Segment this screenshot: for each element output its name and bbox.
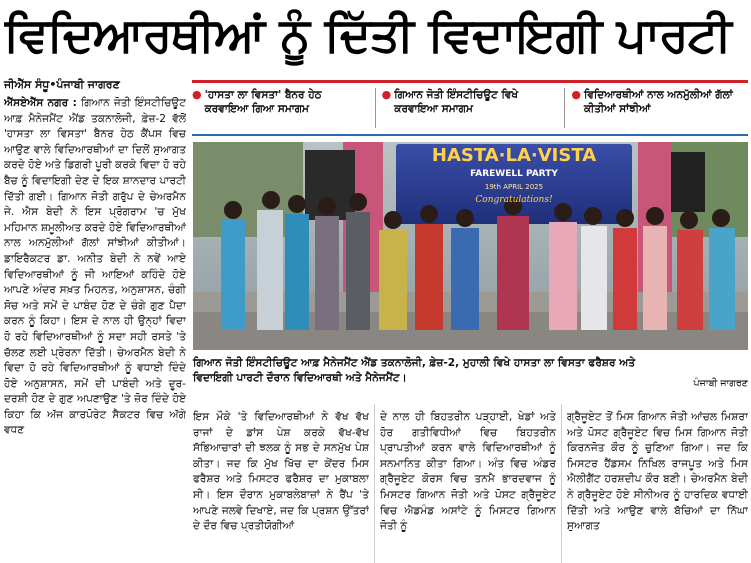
photo-credit: ਪੰਜਾਬੀ ਜਾਗਰਣ <box>693 378 748 389</box>
highlight-top-rule <box>192 80 748 83</box>
highlight-bottom-rule <box>192 134 748 136</box>
body-column-3: ਗ੍ਰੈਜੂਏਟ ਤੋਂ ਮਿਸ ਗਿਆਨ ਜੋਤੀ ਆਂਚਲ ਮਿਸ਼ਰਾ ਅਤੇ ਪੋਸਟ ਗ੍ਰੈਜੂਏਟ ਵਿਚ ਮਿਸ ਗਿਆਨ ਜੋਤੀ ਕਿਰਨਜੋਤ ਕੌਰ ਨੂੰ ਚੁਣਿਆ ਗਿਆ। ਜਦ ਕਿ ਮਿਸਟਰ ਹੈਂਡਸਮ ਨਿਖਿਲ ਰਾਜਪੂਤ ਅਤੇ ਮਿਸ ਐਲੀਗੈਂਟ ਹਰਸ਼ਦੀਪ ਕੌਰ ਬਣੀ। ਚੇਅਰਮੈਨ ਬੇਦੀ ਨੇ ਗ੍ਰੈਜੂਏਟ ਹੋਏ ਸੀਨੀਅਰ ਨੂੰ ਹਾਰਦਿਕ ਵਧਾਈ ਦਿੱਤੀ ਅਤੇ ਆਉਣ ਵਾਲੇ ਬੱਚਿਆਂ ਦਾ ਨਿੱਘਾ ਸੁਆਗਤ <box>567 411 748 533</box>
photo-caption: ਗਿਆਨ ਜੋਤੀ ਇੰਸਟੀਚਿਊਟ ਆਫ਼ ਮੈਨੇਜਮੈਂਟ ਐਂਡ ਤਕਨਾਲੋਜੀ, ਫ਼ੇਜ਼-2, ਮੁਹਾਲੀ ਵਿਖੇ ਹਾਸਤਾ ਲਾ ਵਿਸਤਾ ਫਰੈਸ਼ਰ ਅਤੇ ਵਿਦਾਇਗੀ ਪਾਰਟੀ ਦੌਰਾਨ ਵਿਦਿਆਰਥੀ ਅਤੇ ਮੈਨੇਜਮੈਂਟ। <box>193 357 636 384</box>
body-column-2: ਦੇ ਨਾਲ ਹੀ ਬਿਹਤਰੀਨ ਪੜ੍ਹਾਈ, ਖੇਡਾਂ ਅਤੇ ਹੋਰ ਗਤੀਵਿਧੀਆਂ ਵਿਚ ਬਿਹਤਰੀਨ ਪ੍ਰਾਪਤੀਆਂ ਕਰਨ ਵਾਲੇ ਵਿਦਿਆਰਥੀਆਂ ਨੂੰ ਸਨਮਾਨਿਤ ਕੀਤਾ ਗਿਆ। ਅੰਤ ਵਿਚ ਅੰਡਰ ਗ੍ਰੈਜੂਏਟ ਕੋਰਸ ਵਿਚ ਤਨਮੈ ਭਾਰਦਵਾਜ ਨੂੰ ਮਿਸਟਰ ਗਿਆਨ ਜੋਤੀ ਅਤੇ ਪੋਸਟ ਗ੍ਰੈਜੂਏਟ ਵਿਚ ਐਡਮੰਡ ਅਸਾਂਟੇ ਨੂੰ ਮਿਸਟਰ ਗਿਆਨ ਜੋਤੀ ਨੂੰ <box>380 411 556 533</box>
highlights-box <box>192 88 748 128</box>
divider <box>375 88 376 128</box>
highlight-item <box>192 88 369 128</box>
headline: ਵਿਦਿਆਰਥੀਆਂ ਨੂੰ ਦਿੱਤੀ ਵਿਦਾਇਗੀ ਪਾਰਟੀ <box>4 8 731 63</box>
banner-note: Congratulations! <box>475 195 553 205</box>
banner-title: HASTA·LA·VISTA <box>431 145 597 166</box>
bullet-icon: ● <box>381 88 392 101</box>
lead-text: ਗਿਆਨ ਜੋਤੀ ਇੰਸਟੀਚਿਊਟ ਆਫ਼ ਮੈਨੇਜਮੈਂਟ ਐਂਡ ਤਕਨਾਲੋਜੀ, ਫ਼ੇਜ਼-2 ਵੱਲੋਂ 'ਹਾਸਤਾ ਲਾ ਵਿਸਤਾ' ਬੈਨਰ ਹੇਠ ਕੈਂਪਸ ਵਿਚ ਆਉਣ ਵਾਲੇ ਵਿਦਿਆਰਥੀਆਂ ਦਾ ਦਿਲੋਂ ਸੁਆਗਤ ਕਰਦੇ ਹੋਏ ਅਤੇ ਡਿਗਰੀ ਪੂਰੀ ਕਰਕੇ ਵਿਦਾ ਹੋ ਰਹੇ ਬੈਚ ਨੂੰ ਵਿਦਾਇਗੀ ਦੇਣ ਦੇ ਇਕ ਸ਼ਾਨਦਾਰ ਪਾਰਟੀ ਦਿੱਤੀ ਗਈ। ਗਿਆਨ ਜੋਤੀ ਗਰੁੱਪ ਦੇ ਚੇਅਰਮੈਨ ਜੇ. ਐਸ ਬੇਦੀ ਨੇ ਇਸ ਪ੍ਰੋਗਰਾਮ 'ਚ ਮੁੱਖ ਮਹਿਮਾਨ ਸ਼ਮੂਲੀਅਤ ਕਰਦੇ ਹੋਏ ਵਿਦਿਆਰਥੀਆਂ ਨਾਲ ਅਨਮੁੱਲੀਆਂ ਗੱਲਾਂ ਸਾਂਝੀਆਂ ਕੀਤੀਆਂ। ਡਾਇਰੈਕਟਰ ਡਾ. ਅਨੀਤ ਬੇਦੀ ਨੇ ਨਵੇਂ ਆਏ ਵਿਦਿਆਰਥੀਆਂ ਨੂੰ ਜੀ ਆਇਆਂ ਕਹਿੰਦੇ ਹੋਏ ਆਪਣੇ ਅੰਦਰ ਸਖ਼ਤ ਮਿਹਨਤ, ਅਨੁਸ਼ਾਸਨ, ਚੰਗੀ ਸੋਚ ਅਤੇ ਸਮੇਂ ਦੇ ਪਾਬੰਦ ਹੋਣ ਦੇ ਚੰਗੇ ਗੁਣ ਪੈਦਾ ਕਰਨ ਨੂੰ ਕਿਹਾ। ਇਸ ਦੇ ਨਾਲ ਹੀ ਉਨ੍ਹਾਂ ਵਿਦਾ ਹੋ ਰਹੇ ਵਿਦਿਆਰਥੀਆਂ ਨੂੰ ਸਦਾ ਸਹੀ ਰਸਤੇ 'ਤੇ ਚੱਲਣ ਲਈ ਪ੍ਰੇਰਨਾ ਦਿੱਤੀ। ਚੇਅਰਮੈਨ ਬੇਦੀ ਨੇ ਵਿਦਾ ਹੋ ਰਹੇ ਵਿਦਿਆਰਥੀਆਂ ਨੂੰ ਵਧਾਈ ਦਿੰਦੇ ਹੋਏ ਅਨੁਸ਼ਾਸਨ, ਸਮੇਂ ਦੀ ਪਾਬੰਦੀ ਅਤੇ ਦੂਰ-ਦਰਸ਼ੀ ਹੋਣ ਦੇ ਗੁਣ ਅਪਣਾਉਣ 'ਤੇ ਜ਼ੋਰ ਦਿੰਦੇ ਹੋਏ ਕਿਹਾ ਕਿ ਅੱਜ ਕਾਰਪੋਰੇਟ ਸੈਕਟਰ ਵਿਚ ਅੱਗੇ ਵਧਣ <box>4 97 186 437</box>
divider <box>564 88 565 128</box>
banner-date: 19th APRIL 2025 <box>484 183 544 191</box>
highlight-item <box>571 88 748 128</box>
byline: ਜੀਐੱਸ ਸੰਧੂ•ਪੰਜਾਬੀ ਜਾਗਰਣ <box>4 78 120 91</box>
dateline: ਐੱਸਏਐੱਸ ਨਗਰ : <box>4 97 77 109</box>
bullet-icon: ● <box>571 88 581 101</box>
highlight-text: 'ਹਾਸਤਾ ਲਾ ਵਿਸਤਾ' ਬੈਨਰ ਹੇਠ ਕਰਵਾਇਆ ਗਿਆ ਸਮਾਗਮ <box>204 89 322 115</box>
highlight-item <box>382 88 559 128</box>
lead-column <box>4 96 186 563</box>
column-divider <box>561 404 562 563</box>
highlight-text: ਵਿਦਿਆਰਥੀਆਂ ਨਾਲ ਅਨਮੁੱਲੀਆਂ ਗੱਲਾਂ ਕੀਤੀਆਂ ਸਾਂਝੀਆਂ <box>583 89 733 115</box>
event-photo <box>193 142 748 350</box>
column-divider <box>374 404 375 563</box>
bullet-icon: ● <box>192 88 202 101</box>
banner-subtitle: FAREWELL PARTY <box>470 169 558 179</box>
body-column-1: ਇਸ ਮੌਕੇ 'ਤੇ ਵਿਦਿਆਰਥੀਆਂ ਨੇ ਵੱਖ ਵੱਖ ਰਾਜਾਂ ਦੇ ਡਾਂਸ ਪੇਸ਼ ਕਰਕੇ ਵੱਖ-ਵੱਖ ਸੱਭਿਆਚਾਰਾਂ ਦੀ ਝਲਕ ਨੂੰ ਸਭ ਦੇ ਸਨਮੁੱਖ ਪੇਸ਼ ਕੀਤਾ। ਜਦ ਕਿ ਮੁੱਖ ਖਿੱਚ ਦਾ ਕੇਂਦਰ ਮਿਸ ਫਰੈਸ਼ਰ ਅਤੇ ਮਿਸਟਰ ਫਰੈਸ਼ਰ ਦਾ ਮੁਕਾਬਲਾ ਸੀ। ਇਸ ਦੌਰਾਨ ਮੁਕਾਬਲੇਬਾਜ਼ਾਂ ਨੇ ਰੈਂਪ 'ਤੇ ਆਪਣੇ ਜਲਵੇ ਦਿਖਾਏ, ਜਦ ਕਿ ਪ੍ਰਸ਼ਨ ਉੱਤਰਾਂ ਦੇ ਦੌਰ ਵਿਚ ਪ੍ਰਤੀਯੋਗੀਆਂ <box>193 411 369 533</box>
photo-caption-row <box>193 356 748 396</box>
highlight-text: ਗਿਆਨ ਜੋਤੀ ਇੰਸਟੀਚਿਊਟ ਵਿਖੇ ਕਰਵਾਇਆ ਸਮਾਗਮ <box>394 89 519 115</box>
